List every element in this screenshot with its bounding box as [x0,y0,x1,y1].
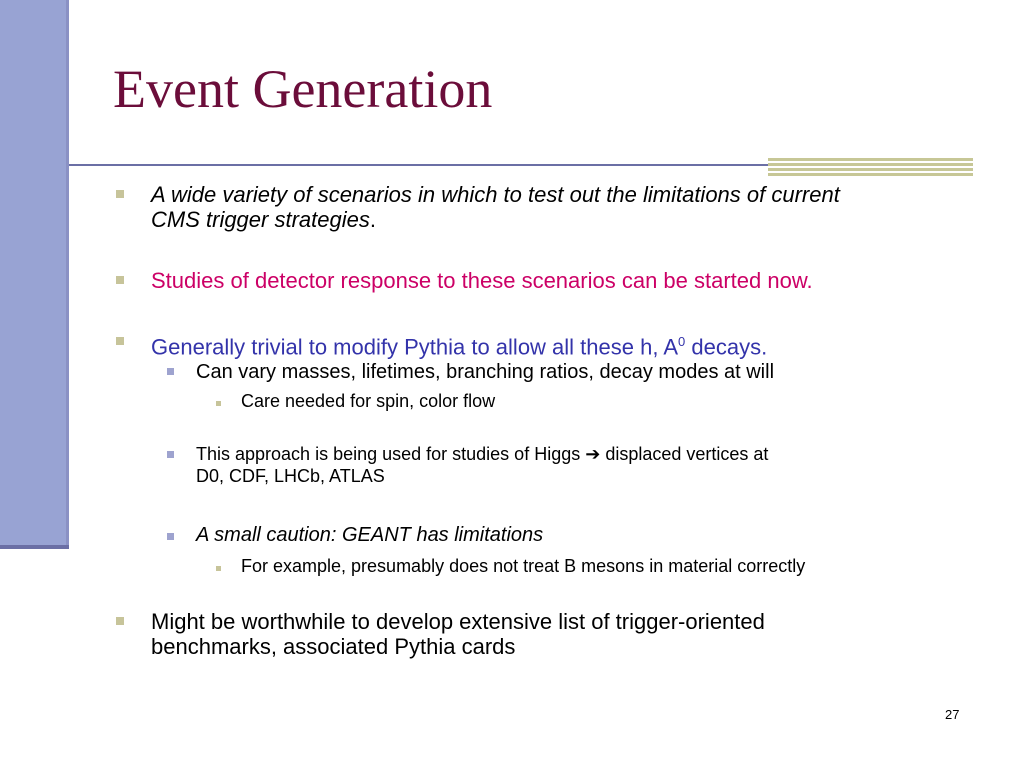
bullet-3-sub-2-line-2: D0, CDF, LHCb, ATLAS [196,466,385,486]
sidebar-shadow [0,545,69,549]
bullet-2: Studies of detector response to these scenarios can be started now. [151,268,813,293]
bullet-3-tail: decays. [685,334,768,360]
sidebar-decoration [0,0,66,545]
bullet-3-sub-2-line-1 [196,444,768,465]
bullet-3-text: Generally trivial to modify Pythia to allow all these h, A [151,334,679,360]
sub-bullet-marker [167,451,174,458]
bullet-marker [116,276,124,284]
slide-title: Event Generation [113,59,493,119]
bullet-3-sub-2-text-b: displaced vertices at [600,444,769,464]
bullet-4-line-2: benchmarks, associated Pythia cards [151,634,516,659]
bullet-marker [116,190,124,198]
sub-sub-bullet-marker [216,401,221,406]
right-arrow-icon: ➔ [585,444,601,464]
bullet-4-line-1: Might be worthwhile to develop extensive list of trigger-oriented [151,609,765,634]
bullet-3-superscript: 0 [678,334,686,349]
sidebar-edge [66,0,69,549]
title-rule [69,164,769,166]
bullet-marker [116,617,124,625]
sub-bullet-marker [167,533,174,540]
title-accent-stripes [768,158,973,178]
bullet-1-line-2 [151,207,376,232]
bullet-3-sub-2-text-a: This approach is being used for studies of Higgs [196,444,586,464]
sub-bullet-marker [167,368,174,375]
bullet-1-period: . [369,207,376,232]
bullet-3-sub-3: A small caution: GEANT has limitations [196,524,544,546]
sub-sub-bullet-marker [216,566,221,571]
bullet-1-line-2-text: CMS trigger strategies [151,207,370,232]
page-number: 27 [945,707,960,722]
bullet-3-sub-3-sub-1: For example, presumably does not treat B mesons in material correctly [241,556,806,576]
bullet-marker [116,337,124,345]
bullet-3-sub-1: Can vary masses, lifetimes, branching ratios, decay modes at will [196,361,775,383]
bullet-1-line-1: A wide variety of scenarios in which to test out the limitations of current [151,182,840,207]
bullet-3-sub-1-sub-1: Care needed for spin, color flow [241,391,496,411]
bullet-3 [151,329,767,359]
